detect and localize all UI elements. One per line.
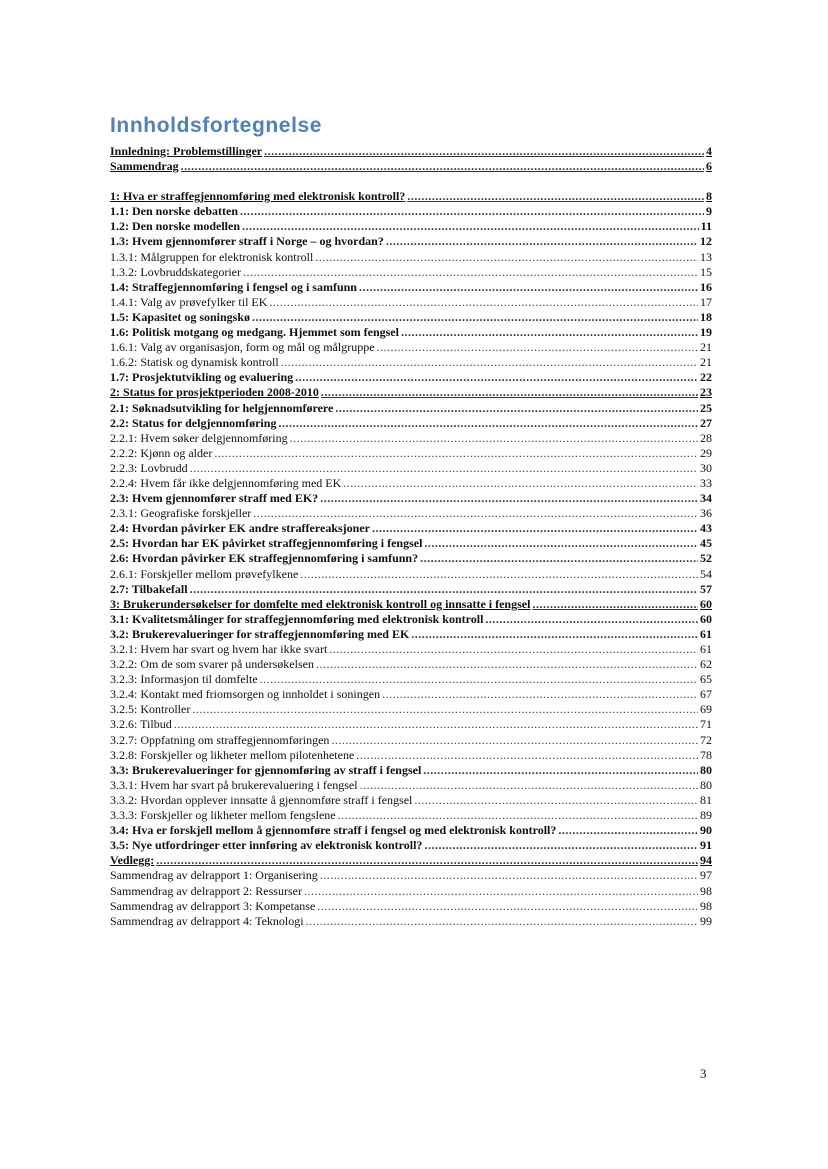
toc-entry-page: 90: [700, 823, 712, 838]
toc-entry-page: 98: [700, 898, 712, 913]
toc-entry-label: 3.2.5: Kontroller: [110, 702, 191, 717]
toc-entry-label: 3.3: Brukerevalueringer for gjennomføring av straff i fengsel: [110, 762, 422, 777]
toc-entry-label: 3.2: Brukerevalueringer for straffegjennomføring med EK: [110, 626, 410, 641]
toc-entry[interactable]: [110, 702, 712, 717]
toc-entry-page: 16: [700, 279, 712, 294]
toc-entry-page: 72: [700, 732, 712, 747]
dot-leader: [214, 446, 698, 461]
toc-entry-label: 2.6.1: Forskjeller mellom prøvefylkene: [110, 566, 299, 581]
toc-entry-page: 60: [700, 611, 712, 626]
toc-entry-page: 18: [700, 309, 712, 324]
toc-entry-page: 54: [700, 566, 712, 581]
toc-entry-page: 4: [706, 144, 712, 158]
toc-entry-label: Sammendrag: [110, 159, 179, 174]
toc-entry[interactable]: [110, 310, 712, 325]
dot-leader: [192, 702, 698, 717]
toc-entry[interactable]: [110, 884, 712, 899]
toc-entry-label: Sammendrag av delrapport 2: Ressurser: [110, 883, 302, 898]
toc-entry[interactable]: [110, 385, 712, 400]
toc-entry-page: 36: [700, 506, 712, 521]
dot-leader: [414, 793, 698, 808]
toc-entry[interactable]: [110, 280, 712, 295]
toc-entry-page: 13: [700, 249, 712, 264]
toc-entry-label: 3.3.2: Hvordan opplever innsatte å gjennomføre straff i fengsel: [110, 792, 413, 807]
toc-entry-label: 3.2.7: Oppfatning om straffegjennomføringen: [110, 732, 330, 747]
toc-entry[interactable]: [110, 401, 712, 416]
toc-entry[interactable]: [110, 612, 712, 627]
toc-entry-page: 99: [700, 913, 712, 928]
toc-entry[interactable]: [110, 657, 712, 672]
toc-entry[interactable]: [110, 582, 712, 597]
dot-leader: [290, 431, 698, 446]
toc-entry[interactable]: [110, 476, 712, 491]
dot-leader: [317, 899, 698, 914]
toc-entry-label: 1.1: Den norske debatten: [110, 204, 238, 219]
toc-entry[interactable]: [110, 506, 712, 521]
page-title: Innholdsfortegnelse: [110, 114, 323, 137]
toc-entry-page: 33: [700, 475, 712, 490]
toc-entry[interactable]: [110, 717, 712, 732]
toc-entry-label: 3.2.8: Forskjeller og likheter mellom pilotenhetene: [110, 747, 355, 762]
toc-entry-page: 21: [700, 355, 712, 370]
dot-leader: [372, 521, 698, 536]
toc-entry-page: 78: [700, 747, 712, 762]
dot-leader: [532, 597, 698, 612]
dot-leader: [252, 310, 698, 325]
toc-entry-page: 91: [700, 838, 712, 853]
toc-entry-label: 3.2.2: Om de som svarer på undersøkelsen: [110, 657, 314, 672]
toc-entry[interactable]: [110, 265, 712, 280]
toc-entry-label: 3.2.6: Tilbud: [110, 717, 172, 732]
dot-leader: [382, 687, 698, 702]
toc-entry[interactable]: [110, 868, 712, 883]
dot-leader: [240, 204, 704, 219]
toc-entry[interactable]: [110, 370, 712, 385]
toc-entry-label: 1.4: Straffegjennomføring i fengsel og i samfunn: [110, 279, 357, 294]
toc-entry-label: 3.2.1: Hvem har svart og hvem har ikke svart: [110, 642, 328, 656]
dot-leader: [329, 642, 698, 657]
toc-entry-label: 2.5: Hvordan har EK påvirket straffegjennomføring i fengsel: [110, 536, 423, 551]
dot-leader: [407, 189, 704, 204]
toc-entry[interactable]: [110, 144, 712, 159]
toc-entry-label: 1.4.1: Valg av prøvefylker til EK: [110, 294, 268, 309]
toc-entry-page: 6: [706, 159, 712, 174]
toc-entry-label: 2.2.4: Hvem får ikke delgjennomføring med EK: [110, 475, 342, 490]
toc-entry[interactable]: [110, 355, 712, 370]
dot-leader: [411, 627, 698, 642]
toc-entry-page: 61: [700, 626, 712, 641]
dot-leader: [377, 340, 698, 355]
toc-entry-label: 1.3.2: Lovbruddskategorier: [110, 264, 241, 279]
dot-leader: [281, 355, 698, 370]
toc-entry-label: 2.4: Hvordan påvirker EK andre straffereaksjoner: [110, 521, 370, 536]
toc-entry[interactable]: [110, 159, 712, 174]
toc-entry[interactable]: [110, 219, 712, 234]
dot-leader: [190, 582, 698, 597]
toc-entry-page: 34: [700, 491, 712, 506]
toc-entry-label: 3.5: Nye utfordringer etter innføring av elektronisk kontroll?: [110, 838, 423, 853]
toc-entry-label: 1.2: Den norske modellen: [110, 219, 240, 234]
toc-entry[interactable]: [110, 823, 712, 838]
toc-entry-label: 2: Status for prosjektperioden 2008-2010: [110, 385, 319, 400]
toc-entry[interactable]: [110, 763, 712, 778]
dot-leader: [181, 159, 704, 174]
toc-entry[interactable]: [110, 446, 712, 461]
dot-leader: [320, 868, 698, 883]
toc-entry[interactable]: [110, 642, 712, 657]
toc-entry[interactable]: [110, 416, 712, 431]
dot-leader: [424, 838, 698, 853]
dot-leader: [320, 491, 698, 506]
toc-entry-label: Sammendrag av delrapport 1: Organisering: [110, 868, 318, 883]
toc-entry-label: Vedlegg:: [110, 853, 155, 868]
dot-leader: [306, 914, 698, 929]
dot-leader: [260, 672, 698, 687]
toc-entry[interactable]: [110, 853, 712, 868]
dot-leader: [190, 461, 698, 476]
toc-entry-label: 1.7: Prosjektutvikling og evaluering: [110, 370, 294, 385]
toc-entry-label: 2.3.1: Geografiske forskjeller: [110, 506, 252, 521]
dot-leader: [174, 717, 698, 732]
dot-leader: [315, 250, 698, 265]
toc-entry[interactable]: [110, 551, 712, 566]
toc-entry-page: 30: [700, 460, 712, 475]
toc-entry-label: 1.6.2: Statisk og dynamisk kontroll: [110, 355, 279, 370]
toc-entry-label: 2.2: Status for delgjennomføring: [110, 415, 277, 430]
toc-entry[interactable]: [110, 687, 712, 702]
toc-entry-page: 25: [700, 400, 712, 415]
toc-entry-label: 2.2.1: Hvem søker delgjennomføring: [110, 430, 288, 445]
toc-entry-page: 69: [700, 702, 712, 717]
toc-entry-page: 62: [700, 657, 712, 672]
toc-entry-label: 2.3: Hvem gjennomfører straff med EK?: [110, 491, 319, 506]
toc-entry[interactable]: [110, 431, 712, 446]
toc-entry-page: 94: [700, 853, 712, 868]
toc-entry-label: 3.3.1: Hvem har svart på brukerevaluering i fengsel: [110, 777, 358, 792]
toc-entry-label: Innledning: Problemstillinger: [110, 144, 263, 158]
toc-entry[interactable]: [110, 536, 712, 551]
dot-leader: [335, 401, 698, 416]
toc-entry-label: 2.6: Hvordan påvirker EK straffegjennomføring i samfunn?: [110, 551, 419, 566]
dot-leader: [264, 144, 704, 159]
toc-entry-label: Sammendrag av delrapport 3: Kompetanse: [110, 898, 316, 913]
toc-entry[interactable]: [110, 325, 712, 340]
toc-entry-page: 8: [706, 189, 712, 204]
dot-leader: [321, 385, 698, 400]
toc-entry-page: 60: [700, 596, 712, 611]
dot-leader: [338, 808, 698, 823]
toc-entry-label: 1: Hva er straffegjennomføring med elektronisk kontroll?: [110, 189, 406, 204]
toc-entry[interactable]: [110, 340, 712, 355]
toc-entry-label: 3.1: Kvalitetsmålinger for straffegjennomføring med elektronisk kontroll: [110, 611, 484, 626]
toc-entry[interactable]: [110, 808, 712, 823]
toc-entry-page: 22: [700, 370, 712, 385]
dot-leader: [253, 506, 698, 521]
toc-entry[interactable]: [110, 295, 712, 310]
toc-entry-label: 3: Brukerundersøkelser for domfelte med elektronisk kontroll og innsatte i fengsel: [110, 596, 531, 611]
toc-entry-page: 89: [700, 808, 712, 823]
toc-entry-page: 98: [700, 883, 712, 898]
toc-entry-label: 1.6: Politisk motgang og medgang. Hjemmet som fengsel: [110, 325, 399, 340]
toc-entry-label: 1.5: Kapasitet og soningskø: [110, 309, 251, 324]
toc-entry-page: 61: [700, 642, 712, 656]
dot-leader: [269, 295, 698, 310]
dot-leader: [424, 536, 698, 551]
toc-entry[interactable]: [110, 899, 712, 914]
dot-leader: [423, 763, 698, 778]
toc-entry-label: 2.2.2: Kjønn og alder: [110, 445, 213, 460]
toc-entry-page: 80: [700, 762, 712, 777]
dot-leader: [278, 416, 698, 431]
toc-entry-page: 71: [700, 717, 712, 732]
toc-entry-page: 29: [700, 445, 712, 460]
page-number: 3: [700, 1066, 707, 1081]
toc-entry-page: 67: [700, 687, 712, 702]
toc-entry[interactable]: [110, 204, 712, 219]
toc-entry[interactable]: [110, 672, 712, 687]
toc-entry-label: 1.3: Hvem gjennomfører straff i Norge – og hvordan?: [110, 234, 384, 249]
dot-leader: [401, 325, 698, 340]
toc-entry[interactable]: [110, 491, 712, 506]
toc-entry-page: 9: [706, 204, 712, 219]
toc-entry-label: 3.2.4: Kontakt med friomsorgen og innholdet i soningen: [110, 687, 381, 702]
toc-entry-label: 2.1: Søknadsutvikling for helgjennomførere: [110, 400, 334, 415]
toc-entry[interactable]: [110, 189, 712, 204]
toc-entry-label: 2.7: Tilbakefall: [110, 581, 188, 596]
toc-entry-label: 1.3.1: Målgruppen for elektronisk kontroll: [110, 249, 314, 264]
toc-entry-page: 28: [700, 430, 712, 445]
toc-entry-page: 81: [700, 792, 712, 807]
toc-entry[interactable]: [110, 748, 712, 763]
dot-leader: [304, 884, 698, 899]
toc-entry-page: 27: [700, 415, 712, 430]
dot-leader: [420, 551, 698, 566]
toc-entry-page: 12: [700, 234, 712, 249]
dot-leader: [243, 265, 698, 280]
toc-entry-page: 17: [700, 294, 712, 309]
dot-leader: [485, 612, 698, 627]
toc-entry[interactable]: [110, 778, 712, 793]
toc-entry-label: 1.6.1: Valg av organisasjon, form og mål og målgruppe: [110, 340, 375, 355]
dot-leader: [356, 748, 698, 763]
toc-entry-page: 19: [700, 325, 712, 340]
toc-entry-page: 80: [700, 777, 712, 792]
dot-leader: [316, 657, 698, 672]
toc-entry-label: 3.2.3: Informasjon til domfelte: [110, 672, 258, 687]
toc-entry-page: 43: [700, 521, 712, 536]
dot-leader: [156, 853, 698, 868]
toc-entry-page: 97: [700, 868, 712, 883]
toc-entry[interactable]: [110, 461, 712, 476]
toc-entry[interactable]: [110, 733, 712, 748]
dot-leader: [295, 370, 698, 385]
dot-leader: [242, 219, 699, 234]
toc-entry-label: 3.3.3: Forskjeller og likheter mellom fengslene: [110, 808, 336, 823]
dot-leader: [386, 234, 698, 249]
toc-entry-page: 23: [700, 385, 712, 400]
toc-entry[interactable]: [110, 627, 712, 642]
toc-entry-page: 45: [700, 536, 712, 551]
toc-entry-label: 2.2.3: Lovbrudd: [110, 460, 188, 475]
toc-entry[interactable]: [110, 793, 712, 808]
toc-entry[interactable]: [110, 597, 712, 612]
toc-entry-label: Sammendrag av delrapport 4: Teknologi: [110, 913, 304, 928]
dot-leader: [343, 476, 698, 491]
toc-entry-page: 11: [700, 219, 712, 234]
toc-entry-page: 65: [700, 672, 712, 687]
table-of-contents: [110, 144, 712, 929]
toc-entry-page: 15: [700, 264, 712, 279]
toc-entry-page: 52: [700, 551, 712, 566]
dot-leader: [360, 778, 698, 793]
toc-entry[interactable]: [110, 250, 712, 265]
toc-entry-label: 3.4: Hva er forskjell mellom å gjennomføre straff i fengsel og med elektronisk kontroll?: [110, 823, 557, 838]
toc-entry[interactable]: [110, 234, 712, 249]
toc-entry-page: 57: [700, 581, 712, 596]
toc-entry[interactable]: [110, 914, 712, 929]
dot-leader: [558, 823, 698, 838]
toc-entry[interactable]: [110, 838, 712, 853]
toc-entry[interactable]: [110, 567, 712, 582]
dot-leader: [359, 280, 698, 295]
dot-leader: [300, 567, 698, 582]
dot-leader: [331, 733, 698, 748]
toc-entry[interactable]: [110, 521, 712, 536]
toc-entry-page: 21: [700, 340, 712, 355]
